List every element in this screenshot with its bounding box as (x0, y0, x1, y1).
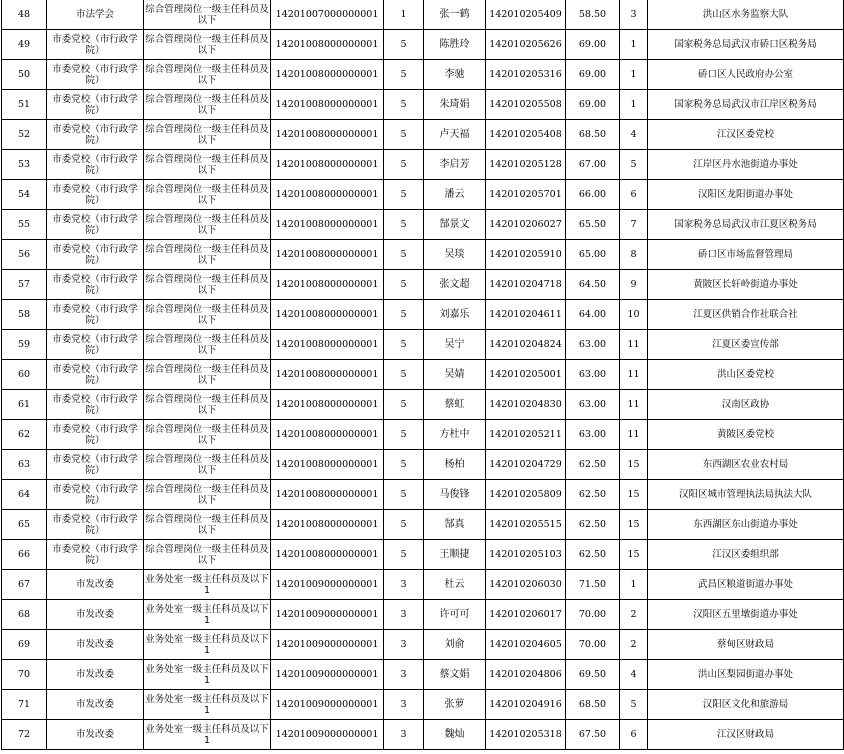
cell-position-code: 14201008000000001 (271, 60, 384, 90)
cell-seq: 50 (2, 60, 47, 90)
cell-workplace: 江汉区委党校 (648, 120, 844, 150)
cell-unit: 市发改委 (47, 570, 144, 600)
cell-exam-number: 14201020482​4 (486, 330, 566, 360)
cell-rank: 8 (620, 240, 648, 270)
cell-quota: 3 (384, 630, 424, 660)
cell-workplace: 国家税务总局武汉市江岸区税务局 (648, 90, 844, 120)
cell-exam-number: 14201020601​7 (486, 600, 566, 630)
cell-quota: 5 (384, 300, 424, 330)
cell-name: 方杜中 (424, 420, 486, 450)
cell-quota: 3 (384, 570, 424, 600)
cell-position-code: 14201008000000001 (271, 330, 384, 360)
cell-quota: 5 (384, 360, 424, 390)
cell-seq: 54 (2, 180, 47, 210)
cell-quota: 5 (384, 330, 424, 360)
cell-position: 业务处室一级主任科员及以下1 (144, 600, 271, 630)
cell-rank: 15 (620, 510, 648, 540)
cell-exam-number: 14201020602​7 (486, 210, 566, 240)
cell-position: 综合管理岗位一级主任科员及以下 (144, 210, 271, 240)
cell-position: 综合管理岗位一级主任科员及以下 (144, 60, 271, 90)
cell-exam-number: 14201020483​0 (486, 390, 566, 420)
cell-name: 卢天福 (424, 120, 486, 150)
cell-unit: 市发改委 (47, 690, 144, 720)
cell-score: 63.00 (566, 360, 620, 390)
cell-unit: 市法学会 (47, 0, 144, 30)
cell-position-code: 14201008000000001 (271, 480, 384, 510)
cell-exam-number: 14201020480​6 (486, 660, 566, 690)
cell-workplace: 洪山区水务监察大队 (648, 0, 844, 30)
cell-score: 70.00 (566, 600, 620, 630)
cell-name: 张萝 (424, 690, 486, 720)
cell-workplace: 蔡甸区财政局 (648, 630, 844, 660)
cell-score: 71.50 (566, 570, 620, 600)
cell-position-code: 14201008000000001 (271, 420, 384, 450)
cell-score: 62.50 (566, 540, 620, 570)
cell-score: 62.50 (566, 450, 620, 480)
cell-position-code: 14201008000000001 (271, 90, 384, 120)
cell-score: 63.00 (566, 420, 620, 450)
cell-exam-number: 14201020510​3 (486, 540, 566, 570)
cell-workplace: 东西湖区农业农村局 (648, 450, 844, 480)
table-body (2, 0, 844, 750)
cell-seq: 51 (2, 90, 47, 120)
cell-score: 62.50 (566, 510, 620, 540)
cell-name: 吴宁 (424, 330, 486, 360)
cell-exam-number: 14201020550​8 (486, 90, 566, 120)
cell-exam-number: 14201020562​6 (486, 30, 566, 60)
table-row (2, 270, 844, 300)
cell-name: 张一鹤 (424, 0, 486, 30)
cell-exam-number: 14201020531​8 (486, 720, 566, 750)
cell-exam-number: 14201020471​8 (486, 270, 566, 300)
cell-quota: 5 (384, 240, 424, 270)
table-row (2, 390, 844, 420)
cell-workplace: 汉南区政协 (648, 390, 844, 420)
table-row (2, 150, 844, 180)
cell-seq: 68 (2, 600, 47, 630)
cell-exam-number: 14201020570​1 (486, 180, 566, 210)
cell-quota: 5 (384, 510, 424, 540)
cell-score: 58.50 (566, 0, 620, 30)
cell-score: 67.50 (566, 720, 620, 750)
cell-workplace: 武昌区粮道街道办事处 (648, 570, 844, 600)
cell-position: 业务处室一级主任科员及以下1 (144, 660, 271, 690)
table-row (2, 720, 844, 750)
cell-quota: 3 (384, 690, 424, 720)
cell-score: 69.50 (566, 660, 620, 690)
cell-rank: 7 (620, 210, 648, 240)
cell-unit: 市委党校（市行政学院） (47, 420, 144, 450)
cell-position-code: 14201008000000001 (271, 150, 384, 180)
cell-rank: 10 (620, 300, 648, 330)
table-row (2, 690, 844, 720)
cell-seq: 61 (2, 390, 47, 420)
cell-rank: 1 (620, 30, 648, 60)
cell-position: 综合管理岗位一级主任科员及以下 (144, 360, 271, 390)
cell-workplace: 洪山区梨园街道办事处 (648, 660, 844, 690)
cell-score: 68.50 (566, 690, 620, 720)
table-row (2, 90, 844, 120)
cell-rank: 6 (620, 180, 648, 210)
cell-name: 陈胜玲 (424, 30, 486, 60)
cell-position: 综合管理岗位一级主任科员及以下 (144, 0, 271, 30)
cell-unit: 市委党校（市行政学院） (47, 180, 144, 210)
cell-seq: 70 (2, 660, 47, 690)
cell-quota: 5 (384, 180, 424, 210)
cell-position: 综合管理岗位一级主任科员及以下 (144, 30, 271, 60)
cell-unit: 市委党校（市行政学院） (47, 480, 144, 510)
cell-seq: 53 (2, 150, 47, 180)
cell-position-code: 14201009000000001 (271, 720, 384, 750)
cell-position: 综合管理岗位一级主任科员及以下 (144, 330, 271, 360)
cell-position: 综合管理岗位一级主任科员及以下 (144, 90, 271, 120)
cell-unit: 市委党校（市行政学院） (47, 270, 144, 300)
cell-position: 综合管理岗位一级主任科员及以下 (144, 420, 271, 450)
cell-seq: 57 (2, 270, 47, 300)
cell-quota: 5 (384, 270, 424, 300)
table-row (2, 330, 844, 360)
table-row (2, 120, 844, 150)
cell-rank: 15 (620, 540, 648, 570)
cell-exam-number: 14201020603​0 (486, 570, 566, 600)
cell-unit: 市发改委 (47, 660, 144, 690)
cell-score: 66.00 (566, 180, 620, 210)
cell-workplace: 汉阳区文化和旅游局 (648, 690, 844, 720)
cell-position: 综合管理岗位一级主任科员及以下 (144, 270, 271, 300)
cell-name: 李驰 (424, 60, 486, 90)
cell-unit: 市委党校（市行政学院） (47, 360, 144, 390)
cell-rank: 2 (620, 600, 648, 630)
cell-name: 李启芳 (424, 150, 486, 180)
cell-quota: 5 (384, 120, 424, 150)
cell-position-code: 14201009000000001 (271, 630, 384, 660)
cell-exam-number: 14201020591​0 (486, 240, 566, 270)
cell-unit: 市委党校（市行政学院） (47, 510, 144, 540)
cell-seq: 72 (2, 720, 47, 750)
cell-exam-number: 14201020491​6 (486, 690, 566, 720)
results-table (1, 0, 844, 750)
cell-workplace: 汉阳区五里墩街道办事处 (648, 600, 844, 630)
cell-position-code: 14201008000000001 (271, 450, 384, 480)
cell-position: 综合管理岗位一级主任科员及以下 (144, 450, 271, 480)
cell-workplace: 江汉区委组织部 (648, 540, 844, 570)
cell-score: 69.00 (566, 30, 620, 60)
cell-score: 70.00 (566, 630, 620, 660)
cell-position: 综合管理岗位一级主任科员及以下 (144, 540, 271, 570)
cell-score: 68.50 (566, 120, 620, 150)
cell-position-code: 14201009000000001 (271, 570, 384, 600)
cell-position-code: 14201008000000001 (271, 240, 384, 270)
cell-exam-number: 14201020531​6 (486, 60, 566, 90)
cell-seq: 65 (2, 510, 47, 540)
cell-name: 吴婧 (424, 360, 486, 390)
cell-exam-number: 14201020580​9 (486, 480, 566, 510)
cell-quota: 5 (384, 210, 424, 240)
cell-workplace: 汉阳区龙阳街道办事处 (648, 180, 844, 210)
cell-score: 64.00 (566, 300, 620, 330)
cell-score: 63.00 (566, 390, 620, 420)
cell-unit: 市委党校（市行政学院） (47, 330, 144, 360)
cell-unit: 市发改委 (47, 630, 144, 660)
cell-position-code: 14201009000000001 (271, 690, 384, 720)
cell-unit: 市发改委 (47, 720, 144, 750)
cell-unit: 市委党校（市行政学院） (47, 60, 144, 90)
cell-position-code: 14201009000000001 (271, 600, 384, 630)
cell-exam-number: 14201020461​1 (486, 300, 566, 330)
cell-name: 朱琦娟 (424, 90, 486, 120)
table-row (2, 240, 844, 270)
cell-seq: 60 (2, 360, 47, 390)
cell-workplace: 硚口区人民政府办公室 (648, 60, 844, 90)
cell-rank: 6 (620, 720, 648, 750)
cell-quota: 3 (384, 600, 424, 630)
cell-position-code: 14201008000000001 (271, 270, 384, 300)
cell-workplace: 江汉区财政局 (648, 720, 844, 750)
cell-position: 综合管理岗位一级主任科员及以下 (144, 120, 271, 150)
cell-name: 蔡文娟 (424, 660, 486, 690)
table-row (2, 480, 844, 510)
cell-unit: 市委党校（市行政学院） (47, 300, 144, 330)
cell-name: 王顺捷 (424, 540, 486, 570)
table-row (2, 540, 844, 570)
cell-quota: 5 (384, 420, 424, 450)
cell-unit: 市委党校（市行政学院） (47, 540, 144, 570)
table-row (2, 300, 844, 330)
cell-seq: 64 (2, 480, 47, 510)
table-row (2, 660, 844, 690)
cell-score: 64.50 (566, 270, 620, 300)
cell-exam-number: 14201020540​9 (486, 0, 566, 30)
table-row (2, 630, 844, 660)
cell-rank: 4 (620, 120, 648, 150)
cell-rank: 11 (620, 420, 648, 450)
cell-score: 67.00 (566, 150, 620, 180)
table-row (2, 510, 844, 540)
cell-score: 62.50 (566, 480, 620, 510)
cell-position: 业务处室一级主任科员及以下1 (144, 690, 271, 720)
cell-score: 65.50 (566, 210, 620, 240)
cell-seq: 52 (2, 120, 47, 150)
cell-workplace: 黄陂区委党校 (648, 420, 844, 450)
cell-workplace: 东西湖区东山街道办事处 (648, 510, 844, 540)
cell-position: 业务处室一级主任科员及以下1 (144, 630, 271, 660)
table-row (2, 0, 844, 30)
cell-position-code: 14201008000000001 (271, 540, 384, 570)
cell-quota: 5 (384, 450, 424, 480)
cell-exam-number: 14201020512​8 (486, 150, 566, 180)
cell-rank: 15 (620, 450, 648, 480)
cell-workplace: 硚口区市场监督管理局 (648, 240, 844, 270)
cell-unit: 市发改委 (47, 600, 144, 630)
cell-seq: 49 (2, 30, 47, 60)
cell-position-code: 14201009000000001 (271, 660, 384, 690)
cell-rank: 1 (620, 60, 648, 90)
cell-quota: 3 (384, 660, 424, 690)
cell-position: 综合管理岗位一级主任科员及以下 (144, 240, 271, 270)
cell-name: 杜云 (424, 570, 486, 600)
cell-position: 综合管理岗位一级主任科员及以下 (144, 180, 271, 210)
cell-workplace: 江夏区供销合作社联合社 (648, 300, 844, 330)
cell-rank: 4 (620, 660, 648, 690)
cell-exam-number: 14201020460​5 (486, 630, 566, 660)
cell-quota: 5 (384, 30, 424, 60)
table-row (2, 420, 844, 450)
table-row (2, 210, 844, 240)
cell-rank: 5 (620, 150, 648, 180)
cell-rank: 5 (620, 690, 648, 720)
cell-position: 业务处室一级主任科员及以下1 (144, 720, 271, 750)
cell-quota: 3 (384, 720, 424, 750)
cell-seq: 58 (2, 300, 47, 330)
cell-seq: 56 (2, 240, 47, 270)
cell-rank: 1 (620, 570, 648, 600)
cell-workplace: 江岸区丹水池街道办事处 (648, 150, 844, 180)
cell-seq: 67 (2, 570, 47, 600)
cell-quota: 5 (384, 90, 424, 120)
cell-name: 蔡虹 (424, 390, 486, 420)
cell-position: 综合管理岗位一级主任科员及以下 (144, 150, 271, 180)
cell-position: 综合管理岗位一级主任科员及以下 (144, 390, 271, 420)
cell-position-code: 14201008000000001 (271, 360, 384, 390)
cell-seq: 55 (2, 210, 47, 240)
table-row (2, 360, 844, 390)
cell-position-code: 14201007000000001 (271, 0, 384, 30)
cell-seq: 66 (2, 540, 47, 570)
table-row (2, 60, 844, 90)
cell-position: 业务处室一级主任科员及以下1 (144, 570, 271, 600)
cell-position-code: 14201008000000001 (271, 510, 384, 540)
cell-position: 综合管理岗位一级主任科员及以下 (144, 510, 271, 540)
cell-unit: 市委党校（市行政学院） (47, 150, 144, 180)
cell-seq: 71 (2, 690, 47, 720)
table-row (2, 180, 844, 210)
cell-unit: 市委党校（市行政学院） (47, 390, 144, 420)
cell-position-code: 14201008000000001 (271, 210, 384, 240)
cell-exam-number: 14201020472​9 (486, 450, 566, 480)
cell-seq: 62 (2, 420, 47, 450)
cell-workplace: 洪山区委党校 (648, 360, 844, 390)
cell-rank: 3 (620, 0, 648, 30)
cell-rank: 11 (620, 360, 648, 390)
cell-name: 潘云 (424, 180, 486, 210)
cell-unit: 市委党校（市行政学院） (47, 90, 144, 120)
cell-quota: 5 (384, 540, 424, 570)
table-row (2, 600, 844, 630)
cell-workplace: 国家税务总局武汉市硚口区税务局 (648, 30, 844, 60)
cell-quota: 5 (384, 150, 424, 180)
cell-score: 63.00 (566, 330, 620, 360)
cell-exam-number: 14201020521​1 (486, 420, 566, 450)
cell-name: 马俊锋 (424, 480, 486, 510)
cell-quota: 1 (384, 0, 424, 30)
cell-workplace: 黄陂区长轩岭街道办事处 (648, 270, 844, 300)
cell-unit: 市委党校（市行政学院） (47, 210, 144, 240)
cell-rank: 11 (620, 390, 648, 420)
cell-name: 刘俞 (424, 630, 486, 660)
table-row (2, 450, 844, 480)
cell-unit: 市委党校（市行政学院） (47, 120, 144, 150)
cell-name: 张文超 (424, 270, 486, 300)
cell-position-code: 14201008000000001 (271, 390, 384, 420)
cell-seq: 48 (2, 0, 47, 30)
cell-score: 69.00 (566, 90, 620, 120)
cell-unit: 市委党校（市行政学院） (47, 30, 144, 60)
cell-rank: 2 (620, 630, 648, 660)
cell-score: 65.00 (566, 240, 620, 270)
cell-workplace: 江夏区委宣传部 (648, 330, 844, 360)
cell-exam-number: 14201020551​5 (486, 510, 566, 540)
cell-workplace: 国家税务总局武汉市江夏区税务局 (648, 210, 844, 240)
cell-rank: 1 (620, 90, 648, 120)
cell-seq: 63 (2, 450, 47, 480)
cell-position-code: 14201008000000001 (271, 180, 384, 210)
cell-position-code: 14201008000000001 (271, 30, 384, 60)
cell-exam-number: 14201020540​8 (486, 120, 566, 150)
cell-position-code: 14201008000000001 (271, 120, 384, 150)
cell-rank: 11 (620, 330, 648, 360)
table-row (2, 570, 844, 600)
cell-name: 刘嘉乐 (424, 300, 486, 330)
cell-name: 杨柏 (424, 450, 486, 480)
cell-name: 吴琰 (424, 240, 486, 270)
cell-rank: 15 (620, 480, 648, 510)
cell-name: 许可可 (424, 600, 486, 630)
cell-seq: 69 (2, 630, 47, 660)
cell-rank: 9 (620, 270, 648, 300)
cell-quota: 5 (384, 480, 424, 510)
cell-score: 69.00 (566, 60, 620, 90)
cell-unit: 市委党校（市行政学院） (47, 450, 144, 480)
cell-quota: 5 (384, 390, 424, 420)
cell-name: 魏灿 (424, 720, 486, 750)
cell-workplace: 汉阳区城市管理执法局执法大队 (648, 480, 844, 510)
cell-position-code: 14201008000000001 (271, 300, 384, 330)
cell-exam-number: 14201020500​1 (486, 360, 566, 390)
cell-position: 综合管理岗位一级主任科员及以下 (144, 480, 271, 510)
cell-name: 郜真 (424, 510, 486, 540)
cell-quota: 5 (384, 60, 424, 90)
cell-name: 郜景文 (424, 210, 486, 240)
table-row (2, 30, 844, 60)
cell-unit: 市委党校（市行政学院） (47, 240, 144, 270)
cell-seq: 59 (2, 330, 47, 360)
cell-position: 综合管理岗位一级主任科员及以下 (144, 300, 271, 330)
